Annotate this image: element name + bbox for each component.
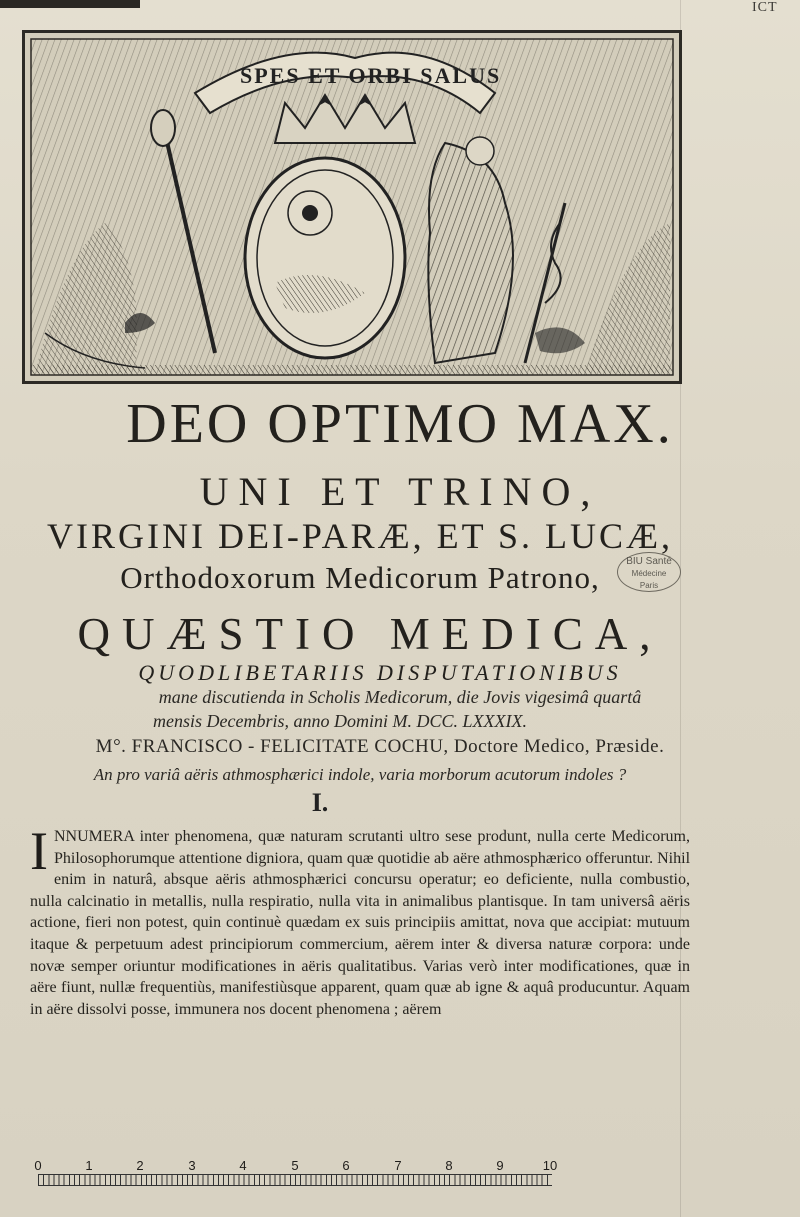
body-text: NNUMERA inter phenomena, quæ naturam scrutanti ultro sese produnt, nulla certe Medicorum, Philosophorumque attentione digniora, quam quæ quotidie ab aëre athmosphærico offeruntur. Nihil enim in naturâ, absque aëris athmosphærici concursu operatur; eo deficiente, nulla combustio, nulla calcinatio in metallis, nulla respiratio, nulla vita in animalibus plantisque. In tam universâ aëris actione, fieri non potest, quin continuè quædam ex suis principiis amittat, nova que accipiat: mutuum itaque & perpetuum adest principiorum commercium, aërem inter & diversa naturæ corpora: unde novæ semper oriuntur modificationes in aëris qualitatibus. Varias verò inter modificationes, quæ in aëre fiunt, nullæ frequentiùs, manifestiùsque apparent, quam quæ ab igne & aquâ producuntur. Aquam in aëre dissolvi posse, immunera nos docent phenomena ; aërem	[30, 828, 691, 1018]
body-paragraph	[30, 821, 691, 1020]
dedication-line-3: VIRGINI DEI-PARÆ, ET S. LUCÆ,	[46, 516, 674, 556]
scan-edge-bar	[0, 0, 140, 8]
ruler-label: 3	[188, 1158, 196, 1173]
motto-text: SPES ET ORBI SALUS	[240, 63, 502, 88]
stamp-line-3: Paris	[639, 581, 659, 590]
stamp-line-2: Médecine	[631, 569, 667, 578]
praeses-line: M°. FRANCISCO - FELICITATE COCHU, Doctore Medico, Præside.	[95, 736, 665, 757]
scale-ruler	[30, 1158, 558, 1184]
drop-cap: I	[30, 821, 48, 881]
ruler-label: 10	[542, 1158, 558, 1173]
oval-medallion	[245, 158, 405, 358]
ruler-label: 4	[239, 1158, 247, 1173]
question-heading: QUÆSTIO MEDICA,	[77, 609, 663, 659]
mane-line: mane discutienda in Scholis Medicorum, die Jovis vigesimâ quartâ	[158, 687, 642, 707]
ruler-label: 1	[85, 1158, 93, 1173]
dedication-line-2: UNI ET TRINO,	[199, 469, 601, 514]
dedication-line-4: Orthodoxorum Medicorum Patrono,	[120, 560, 600, 595]
stamp-line-1: BIU Santé	[626, 556, 672, 567]
medical-question: An pro variâ aëris athmosphærici indole, varia morborum acutorum indoles ?	[93, 765, 627, 784]
engraved-frontispiece	[22, 30, 682, 384]
ruler-label: 8	[445, 1158, 453, 1173]
ruler-bar	[38, 1174, 552, 1186]
ruler-label: 5	[291, 1158, 299, 1173]
engraving-illustration	[25, 33, 679, 381]
ruler-label: 2	[136, 1158, 144, 1173]
corner-mark: ICT	[752, 0, 778, 15]
dedication-line-1: DEO OPTIMO MAX.	[126, 393, 674, 455]
ruler-label: 6	[342, 1158, 350, 1173]
ruler-label: 0	[34, 1158, 42, 1173]
disputation-line: QUODLIBETARIIS DISPUTATIONIBUS	[138, 660, 622, 685]
section-number: I.	[311, 788, 329, 817]
ruler-label: 7	[394, 1158, 402, 1173]
mensis-line: mensis Decembris, anno Domini M. DCC. LXXXIX.	[153, 711, 527, 731]
ruler-label: 9	[496, 1158, 504, 1173]
library-stamp	[617, 552, 681, 592]
